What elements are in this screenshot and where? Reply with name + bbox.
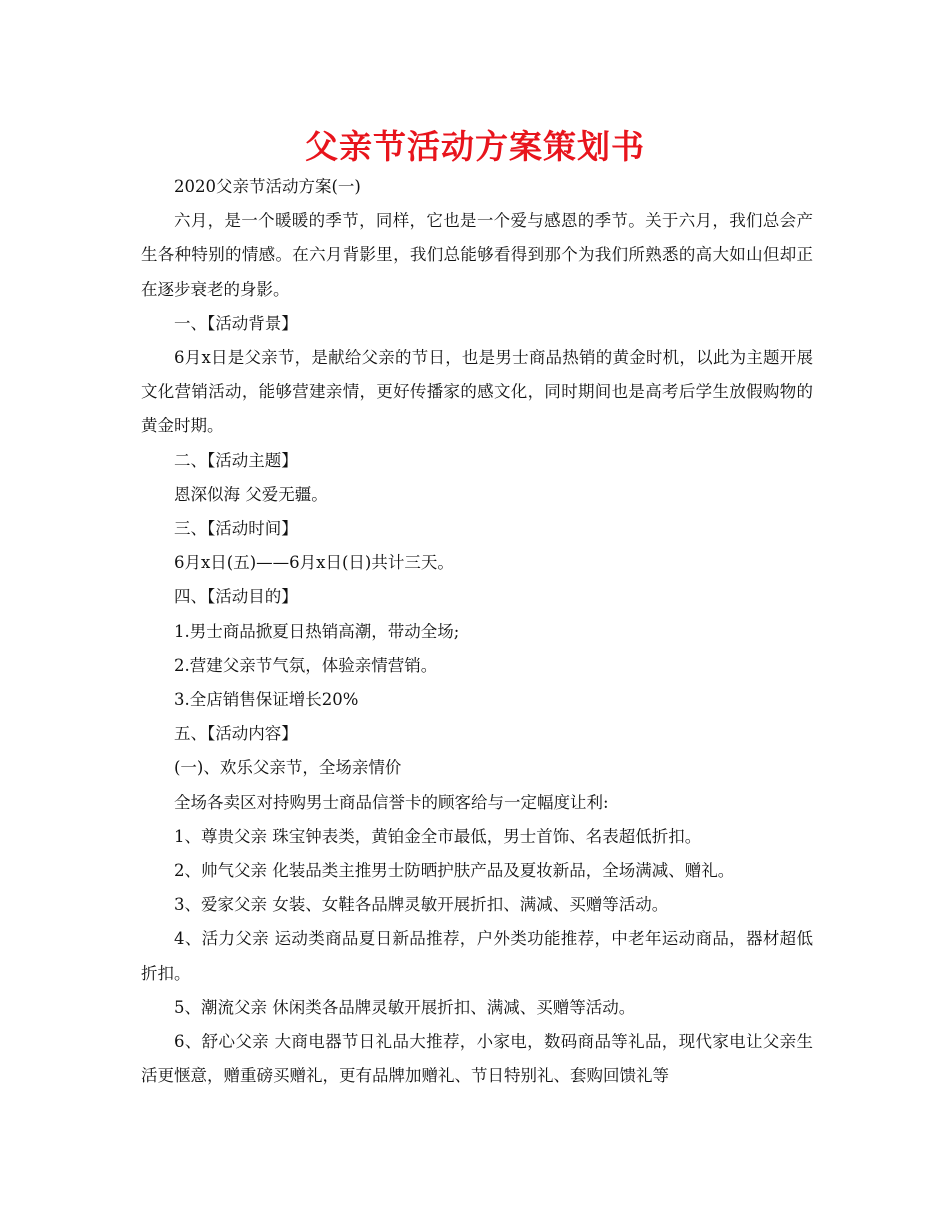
section-heading-time: 三、【活动时间】 (174, 519, 298, 539)
paragraph-background: 6月x日是父亲节，是献给父亲的节日，也是男士商品热销的黄金时机，以此为主题开展文化营销活动，能够营建亲情，更好传播家的感文化，同时期间也是高考后学生放假购物的黄金时期。 (141, 348, 813, 436)
paragraph-intro: 六月，是一个暖暖的季节，同样，它也是一个爱与感恩的季节。关于六月，我们总会产生各种特别的情感。在六月背影里，我们总能够看得到那个为我们所熟悉的高大如山但却正在逐步衰老的身影。 (141, 211, 813, 299)
paragraph-theme: 恩深似海 父爱无疆。 (174, 484, 328, 504)
section-heading-theme: 二、【活动主题】 (174, 450, 298, 470)
paragraph-time: 6月x日(五)——6月x日(日)共计三天。 (174, 553, 454, 573)
document-body (141, 170, 813, 1093)
list-item-content-6: 6、舒心父亲 大商电器节日礼品大推荐，小家电，数码商品等礼品，现代家电让父亲生活更惬意，赠重磅买赠礼，更有品牌加赠礼、节日特别礼、套购回馈礼等 (141, 1032, 813, 1086)
list-item-goal-3: 3.全店销售保证增长20% (174, 690, 359, 710)
list-item-content-2: 2、帅气父亲 化装品类主推男士防晒护肤产品及夏妆新品，全场满减、赠礼。 (174, 861, 735, 881)
subsection-heading: (一)、欢乐父亲节，全场亲情价 (174, 758, 402, 778)
list-item-goal-2: 2.营建父亲节气氛，体验亲情营销。 (174, 655, 438, 675)
section-heading-background: 一、【活动背景】 (174, 313, 298, 333)
section-heading-content: 五、【活动内容】 (174, 724, 298, 744)
paragraph-content-intro: 全场各卖区对持购男士商品信誉卡的顾客给与一定幅度让利: (174, 792, 609, 812)
subtitle: 2020父亲节活动方案(一) (174, 177, 361, 196)
section-heading-goals: 四、【活动目的】 (174, 587, 298, 607)
list-item-content-3: 3、爱家父亲 女装、女鞋各品牌灵敏开展折扣、满减、买赠等活动。 (174, 895, 669, 915)
list-item-goal-1: 1.男士商品掀夏日热销高潮，带动全场; (174, 621, 460, 641)
document-title: 父亲节活动方案策划书 (305, 127, 645, 166)
list-item-content-1: 1、尊贵父亲 珠宝钟表类，黄铂金全市最低，男士首饰、名表超低折扣。 (174, 826, 702, 846)
list-item-content-5: 5、潮流父亲 休闲类各品牌灵敏开展折扣、满减、买赠等活动。 (174, 997, 636, 1017)
list-item-content-4: 4、活力父亲 运动类商品夏日新品推荐，户外类功能推荐，中老年运动商品，器材超低折扣。 (141, 929, 813, 983)
